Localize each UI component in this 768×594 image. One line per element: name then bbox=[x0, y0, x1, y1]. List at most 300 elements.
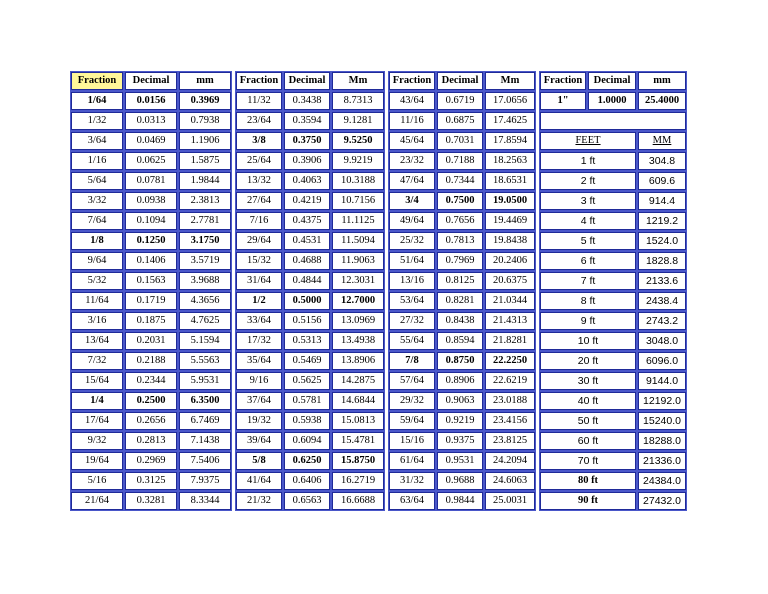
column-gap bbox=[233, 72, 234, 90]
feet-mm-cell: 18288.0 bbox=[638, 432, 686, 450]
table-row bbox=[71, 432, 686, 450]
column-gap bbox=[386, 172, 387, 190]
fraction-cell: 1/4 bbox=[71, 392, 123, 410]
feet-cell: 3 ft bbox=[540, 192, 636, 210]
decimal-cell: 0.9688 bbox=[437, 472, 483, 490]
fraction-cell: 9/64 bbox=[71, 252, 123, 270]
fraction-cell: 31/32 bbox=[389, 472, 435, 490]
column-gap bbox=[233, 292, 234, 310]
fraction-cell: 1/64 bbox=[71, 92, 123, 110]
feet-mm-cell: 15240.0 bbox=[638, 412, 686, 430]
fraction-cell: 11/16 bbox=[389, 112, 435, 130]
table-row bbox=[71, 452, 686, 470]
mm-cell: 23.8125 bbox=[485, 432, 535, 450]
decimal-cell: 0.5156 bbox=[284, 312, 330, 330]
table-row bbox=[71, 472, 686, 490]
column-gap bbox=[233, 392, 234, 410]
feet-mm-cell: 304.8 bbox=[638, 152, 686, 170]
fraction-cell: 3/32 bbox=[71, 192, 123, 210]
conversion-sheet bbox=[69, 70, 688, 512]
mm-cell: 21.8281 bbox=[485, 332, 535, 350]
column-gap bbox=[537, 272, 538, 290]
header-cell: Decimal bbox=[284, 72, 330, 90]
column-gap bbox=[233, 212, 234, 230]
feet-cell: 40 ft bbox=[540, 392, 636, 410]
column-gap bbox=[537, 192, 538, 210]
column-gap bbox=[233, 152, 234, 170]
feet-cell: 6 ft bbox=[540, 252, 636, 270]
mm-cell: 16.6688 bbox=[332, 492, 384, 510]
feet-cell: 30 ft bbox=[540, 372, 636, 390]
column-gap bbox=[386, 212, 387, 230]
column-gap bbox=[537, 72, 538, 90]
mm-cell: 19.0500 bbox=[485, 192, 535, 210]
fraction-cell: 25/64 bbox=[236, 152, 282, 170]
fraction-cell: 1/2 bbox=[236, 292, 282, 310]
mm-cell: 19.4469 bbox=[485, 212, 535, 230]
fraction-cell: 47/64 bbox=[389, 172, 435, 190]
mm-cell: 15.0813 bbox=[332, 412, 384, 430]
decimal-cell: 0.8438 bbox=[437, 312, 483, 330]
decimal-cell: 0.2656 bbox=[125, 412, 177, 430]
fraction-cell: 17/64 bbox=[71, 412, 123, 430]
decimal-cell: 0.7188 bbox=[437, 152, 483, 170]
header-cell: Mm bbox=[332, 72, 384, 90]
decimal-cell: 0.3594 bbox=[284, 112, 330, 130]
fraction-cell: 57/64 bbox=[389, 372, 435, 390]
decimal-cell: 0.9531 bbox=[437, 452, 483, 470]
fraction-cell: 15/64 bbox=[71, 372, 123, 390]
column-gap bbox=[233, 252, 234, 270]
column-gap bbox=[233, 372, 234, 390]
decimal-cell: 0.5313 bbox=[284, 332, 330, 350]
mm-cell: 21.4313 bbox=[485, 312, 535, 330]
table-row bbox=[71, 112, 686, 130]
fraction-cell: 11/32 bbox=[236, 92, 282, 110]
mm-cell: 9.5250 bbox=[332, 132, 384, 150]
mm-cell: 10.3188 bbox=[332, 172, 384, 190]
blank-cell bbox=[540, 112, 686, 130]
header-row bbox=[71, 72, 686, 90]
fraction-cell: 19/32 bbox=[236, 412, 282, 430]
decimal-cell: 0.2500 bbox=[125, 392, 177, 410]
feet-mm-cell: 9144.0 bbox=[638, 372, 686, 390]
decimal-cell: 0.7656 bbox=[437, 212, 483, 230]
column-gap bbox=[386, 432, 387, 450]
column-gap bbox=[537, 332, 538, 350]
mm-cell: 14.6844 bbox=[332, 392, 384, 410]
decimal-cell: 0.8125 bbox=[437, 272, 483, 290]
mm-cell: 13.8906 bbox=[332, 352, 384, 370]
decimal-cell: 0.4063 bbox=[284, 172, 330, 190]
fraction-cell: 7/16 bbox=[236, 212, 282, 230]
decimal-cell: 0.3750 bbox=[284, 132, 330, 150]
mm-cell: 17.8594 bbox=[485, 132, 535, 150]
decimal-cell: 0.3125 bbox=[125, 472, 177, 490]
header-cell: Fraction bbox=[71, 72, 123, 90]
decimal-cell: 0.0781 bbox=[125, 172, 177, 190]
column-gap bbox=[233, 492, 234, 510]
decimal-cell: 0.2344 bbox=[125, 372, 177, 390]
column-gap bbox=[537, 492, 538, 510]
column-gap bbox=[233, 112, 234, 130]
mm-cell: 18.2563 bbox=[485, 152, 535, 170]
decimal-cell: 0.5469 bbox=[284, 352, 330, 370]
feet-mm-cell: 27432.0 bbox=[638, 492, 686, 510]
feet-mm-cell: 2133.6 bbox=[638, 272, 686, 290]
mm-cell: 22.6219 bbox=[485, 372, 535, 390]
fraction-cell: 53/64 bbox=[389, 292, 435, 310]
decimal-cell: 0.9219 bbox=[437, 412, 483, 430]
fraction-cell: 63/64 bbox=[389, 492, 435, 510]
table-row bbox=[71, 332, 686, 350]
feet-mm-cell: 609.6 bbox=[638, 172, 686, 190]
fraction-cell: 15/32 bbox=[236, 252, 282, 270]
decimal-cell: 0.8281 bbox=[437, 292, 483, 310]
decimal-cell: 0.1719 bbox=[125, 292, 177, 310]
mm-cell: 18.6531 bbox=[485, 172, 535, 190]
fraction-cell: 55/64 bbox=[389, 332, 435, 350]
feet-mm-cell: 1524.0 bbox=[638, 232, 686, 250]
feet-cell: 20 ft bbox=[540, 352, 636, 370]
fraction-cell: 51/64 bbox=[389, 252, 435, 270]
fraction-cell: 21/64 bbox=[71, 492, 123, 510]
decimal-cell: 0.7031 bbox=[437, 132, 483, 150]
feet-cell: 7 ft bbox=[540, 272, 636, 290]
feet-cell: 1 ft bbox=[540, 152, 636, 170]
decimal-cell: 0.0625 bbox=[125, 152, 177, 170]
column-gap bbox=[233, 232, 234, 250]
mm-cell: 1.5875 bbox=[179, 152, 231, 170]
column-gap bbox=[386, 472, 387, 490]
fraction-cell: 49/64 bbox=[389, 212, 435, 230]
table-row bbox=[71, 312, 686, 330]
mm-cell: 13.4938 bbox=[332, 332, 384, 350]
column-gap bbox=[233, 132, 234, 150]
fraction-cell: 1/32 bbox=[71, 112, 123, 130]
column-gap bbox=[233, 272, 234, 290]
mm-cell: 7.1438 bbox=[179, 432, 231, 450]
header-cell: Fraction bbox=[389, 72, 435, 90]
column-gap bbox=[537, 152, 538, 170]
fraction-cell: 23/32 bbox=[389, 152, 435, 170]
decimal-cell: 0.9063 bbox=[437, 392, 483, 410]
column-gap bbox=[386, 192, 387, 210]
column-gap bbox=[233, 472, 234, 490]
column-gap bbox=[537, 412, 538, 430]
header-cell: mm bbox=[179, 72, 231, 90]
feet-mm-cell: 1828.8 bbox=[638, 252, 686, 270]
fraction-cell: 9/16 bbox=[236, 372, 282, 390]
column-gap bbox=[233, 92, 234, 110]
mm-cell: 17.4625 bbox=[485, 112, 535, 130]
column-gap bbox=[233, 312, 234, 330]
column-gap bbox=[386, 372, 387, 390]
feet-cell: 80 ft bbox=[540, 472, 636, 490]
column-gap bbox=[537, 392, 538, 410]
table-row bbox=[71, 292, 686, 310]
column-gap bbox=[233, 352, 234, 370]
decimal-cell: 0.0313 bbox=[125, 112, 177, 130]
column-gap bbox=[386, 92, 387, 110]
fraction-cell: 59/64 bbox=[389, 412, 435, 430]
fraction-cell: 23/64 bbox=[236, 112, 282, 130]
mm-cell: 15.8750 bbox=[332, 452, 384, 470]
table-row bbox=[71, 412, 686, 430]
fraction-cell: 45/64 bbox=[389, 132, 435, 150]
table-row bbox=[71, 232, 686, 250]
decimal-cell: 0.5625 bbox=[284, 372, 330, 390]
feet-mm-header: MM bbox=[638, 132, 686, 150]
column-gap bbox=[233, 432, 234, 450]
decimal-cell: 0.6406 bbox=[284, 472, 330, 490]
table-row bbox=[71, 252, 686, 270]
mm-cell: 0.7938 bbox=[179, 112, 231, 130]
column-gap bbox=[386, 152, 387, 170]
mm-cell: 1.1906 bbox=[179, 132, 231, 150]
conversion-table-body bbox=[71, 72, 686, 510]
fraction-cell: 31/64 bbox=[236, 272, 282, 290]
fraction-cell: 27/64 bbox=[236, 192, 282, 210]
fraction-cell: 7/8 bbox=[389, 352, 435, 370]
feet-mm-cell: 6096.0 bbox=[638, 352, 686, 370]
column-gap bbox=[537, 372, 538, 390]
feet-cell: 70 ft bbox=[540, 452, 636, 470]
feet-cell: 90 ft bbox=[540, 492, 636, 510]
feet-mm-cell: 914.4 bbox=[638, 192, 686, 210]
feet-cell: 4 ft bbox=[540, 212, 636, 230]
column-gap bbox=[537, 472, 538, 490]
mm-cell: 23.4156 bbox=[485, 412, 535, 430]
fraction-cell: 13/64 bbox=[71, 332, 123, 350]
mm-cell: 13.0969 bbox=[332, 312, 384, 330]
fraction-cell: 5/16 bbox=[71, 472, 123, 490]
decimal-cell: 0.9844 bbox=[437, 492, 483, 510]
mm-cell: 3.5719 bbox=[179, 252, 231, 270]
fraction-cell: 37/64 bbox=[236, 392, 282, 410]
feet-cell: 8 ft bbox=[540, 292, 636, 310]
decimal-cell: 0.7500 bbox=[437, 192, 483, 210]
fraction-cell: 1/8 bbox=[71, 232, 123, 250]
decimal-cell: 0.3906 bbox=[284, 152, 330, 170]
mm-cell: 8.3344 bbox=[179, 492, 231, 510]
conversion-table bbox=[69, 70, 688, 512]
header-cell: Decimal bbox=[588, 72, 636, 90]
mm-cell: 20.6375 bbox=[485, 272, 535, 290]
table-row bbox=[71, 132, 686, 150]
header-cell: Mm bbox=[485, 72, 535, 90]
fraction-cell: 27/32 bbox=[389, 312, 435, 330]
fraction-cell: 33/64 bbox=[236, 312, 282, 330]
decimal-cell: 0.7969 bbox=[437, 252, 483, 270]
decimal-cell: 0.4531 bbox=[284, 232, 330, 250]
mm-cell: 25.0031 bbox=[485, 492, 535, 510]
feet-header: FEET bbox=[540, 132, 636, 150]
decimal-cell: 0.6094 bbox=[284, 432, 330, 450]
fraction-cell: 21/32 bbox=[236, 492, 282, 510]
decimal-cell: 0.1563 bbox=[125, 272, 177, 290]
fraction-cell: 29/32 bbox=[389, 392, 435, 410]
decimal-cell: 0.4688 bbox=[284, 252, 330, 270]
mm-cell: 2.7781 bbox=[179, 212, 231, 230]
inch-decimal-cell: 1.0000 bbox=[588, 92, 636, 110]
mm-cell: 5.5563 bbox=[179, 352, 231, 370]
feet-cell: 9 ft bbox=[540, 312, 636, 330]
decimal-cell: 0.7344 bbox=[437, 172, 483, 190]
fraction-cell: 3/64 bbox=[71, 132, 123, 150]
column-gap bbox=[386, 132, 387, 150]
inch-mm-cell: 25.4000 bbox=[638, 92, 686, 110]
mm-cell: 4.3656 bbox=[179, 292, 231, 310]
table-row bbox=[71, 372, 686, 390]
inch-fraction-cell: 1" bbox=[540, 92, 586, 110]
header-cell: Decimal bbox=[125, 72, 177, 90]
fraction-cell: 15/16 bbox=[389, 432, 435, 450]
decimal-cell: 0.6719 bbox=[437, 92, 483, 110]
fraction-cell: 13/16 bbox=[389, 272, 435, 290]
mm-cell: 11.1125 bbox=[332, 212, 384, 230]
mm-cell: 14.2875 bbox=[332, 372, 384, 390]
column-gap bbox=[386, 492, 387, 510]
column-gap bbox=[386, 312, 387, 330]
mm-cell: 3.1750 bbox=[179, 232, 231, 250]
column-gap bbox=[386, 452, 387, 470]
feet-cell: 5 ft bbox=[540, 232, 636, 250]
mm-cell: 0.3969 bbox=[179, 92, 231, 110]
column-gap bbox=[537, 92, 538, 110]
mm-cell: 15.4781 bbox=[332, 432, 384, 450]
fraction-cell: 61/64 bbox=[389, 452, 435, 470]
column-gap bbox=[386, 292, 387, 310]
mm-cell: 16.2719 bbox=[332, 472, 384, 490]
mm-cell: 19.8438 bbox=[485, 232, 535, 250]
mm-cell: 23.0188 bbox=[485, 392, 535, 410]
column-gap bbox=[386, 412, 387, 430]
header-cell: mm bbox=[638, 72, 686, 90]
fraction-cell: 39/64 bbox=[236, 432, 282, 450]
mm-cell: 3.9688 bbox=[179, 272, 231, 290]
decimal-cell: 0.2188 bbox=[125, 352, 177, 370]
decimal-cell: 0.1250 bbox=[125, 232, 177, 250]
feet-cell: 60 ft bbox=[540, 432, 636, 450]
mm-cell: 22.2250 bbox=[485, 352, 535, 370]
decimal-cell: 0.3438 bbox=[284, 92, 330, 110]
column-gap bbox=[386, 352, 387, 370]
feet-mm-cell: 24384.0 bbox=[638, 472, 686, 490]
header-cell: Fraction bbox=[236, 72, 282, 90]
mm-cell: 12.3031 bbox=[332, 272, 384, 290]
mm-cell: 6.3500 bbox=[179, 392, 231, 410]
fraction-cell: 1/16 bbox=[71, 152, 123, 170]
fraction-cell: 9/32 bbox=[71, 432, 123, 450]
mm-cell: 24.2094 bbox=[485, 452, 535, 470]
feet-mm-cell: 12192.0 bbox=[638, 392, 686, 410]
decimal-cell: 0.3281 bbox=[125, 492, 177, 510]
decimal-cell: 0.5000 bbox=[284, 292, 330, 310]
fraction-cell: 17/32 bbox=[236, 332, 282, 350]
fraction-cell: 7/32 bbox=[71, 352, 123, 370]
fraction-cell: 3/8 bbox=[236, 132, 282, 150]
table-row bbox=[71, 192, 686, 210]
column-gap bbox=[386, 272, 387, 290]
column-gap bbox=[386, 232, 387, 250]
feet-mm-cell: 21336.0 bbox=[638, 452, 686, 470]
decimal-cell: 0.1406 bbox=[125, 252, 177, 270]
column-gap bbox=[233, 192, 234, 210]
decimal-cell: 0.6563 bbox=[284, 492, 330, 510]
header-cell: Decimal bbox=[437, 72, 483, 90]
table-row bbox=[71, 172, 686, 190]
mm-cell: 21.0344 bbox=[485, 292, 535, 310]
fraction-cell: 35/64 bbox=[236, 352, 282, 370]
mm-cell: 9.1281 bbox=[332, 112, 384, 130]
mm-cell: 17.0656 bbox=[485, 92, 535, 110]
decimal-cell: 0.0938 bbox=[125, 192, 177, 210]
decimal-cell: 0.1875 bbox=[125, 312, 177, 330]
mm-cell: 5.1594 bbox=[179, 332, 231, 350]
decimal-cell: 0.9375 bbox=[437, 432, 483, 450]
mm-cell: 24.6063 bbox=[485, 472, 535, 490]
feet-cell: 10 ft bbox=[540, 332, 636, 350]
mm-cell: 9.9219 bbox=[332, 152, 384, 170]
column-gap bbox=[537, 432, 538, 450]
column-gap bbox=[537, 292, 538, 310]
decimal-cell: 0.1094 bbox=[125, 212, 177, 230]
decimal-cell: 0.8750 bbox=[437, 352, 483, 370]
table-row bbox=[71, 492, 686, 510]
fraction-cell: 3/4 bbox=[389, 192, 435, 210]
mm-cell: 6.7469 bbox=[179, 412, 231, 430]
fraction-cell: 5/8 bbox=[236, 452, 282, 470]
mm-cell: 20.2406 bbox=[485, 252, 535, 270]
column-gap bbox=[386, 252, 387, 270]
column-gap bbox=[386, 332, 387, 350]
feet-cell: 50 ft bbox=[540, 412, 636, 430]
column-gap bbox=[537, 172, 538, 190]
column-gap bbox=[386, 392, 387, 410]
decimal-cell: 0.4844 bbox=[284, 272, 330, 290]
mm-cell: 11.9063 bbox=[332, 252, 384, 270]
fraction-cell: 25/32 bbox=[389, 232, 435, 250]
column-gap bbox=[537, 352, 538, 370]
feet-cell: 2 ft bbox=[540, 172, 636, 190]
fraction-cell: 41/64 bbox=[236, 472, 282, 490]
decimal-cell: 0.2969 bbox=[125, 452, 177, 470]
fraction-cell: 3/16 bbox=[71, 312, 123, 330]
feet-mm-cell: 2743.2 bbox=[638, 312, 686, 330]
column-gap bbox=[537, 112, 538, 130]
column-gap bbox=[233, 172, 234, 190]
fraction-cell: 43/64 bbox=[389, 92, 435, 110]
mm-cell: 7.9375 bbox=[179, 472, 231, 490]
mm-cell: 8.7313 bbox=[332, 92, 384, 110]
decimal-cell: 0.0469 bbox=[125, 132, 177, 150]
decimal-cell: 0.8594 bbox=[437, 332, 483, 350]
column-gap bbox=[537, 312, 538, 330]
fraction-cell: 11/64 bbox=[71, 292, 123, 310]
feet-mm-cell: 1219.2 bbox=[638, 212, 686, 230]
decimal-cell: 0.8906 bbox=[437, 372, 483, 390]
column-gap bbox=[386, 112, 387, 130]
mm-cell: 12.7000 bbox=[332, 292, 384, 310]
fraction-cell: 7/64 bbox=[71, 212, 123, 230]
decimal-cell: 0.6875 bbox=[437, 112, 483, 130]
column-gap bbox=[233, 452, 234, 470]
table-row bbox=[71, 352, 686, 370]
mm-cell: 4.7625 bbox=[179, 312, 231, 330]
fraction-cell: 19/64 bbox=[71, 452, 123, 470]
decimal-cell: 0.5781 bbox=[284, 392, 330, 410]
